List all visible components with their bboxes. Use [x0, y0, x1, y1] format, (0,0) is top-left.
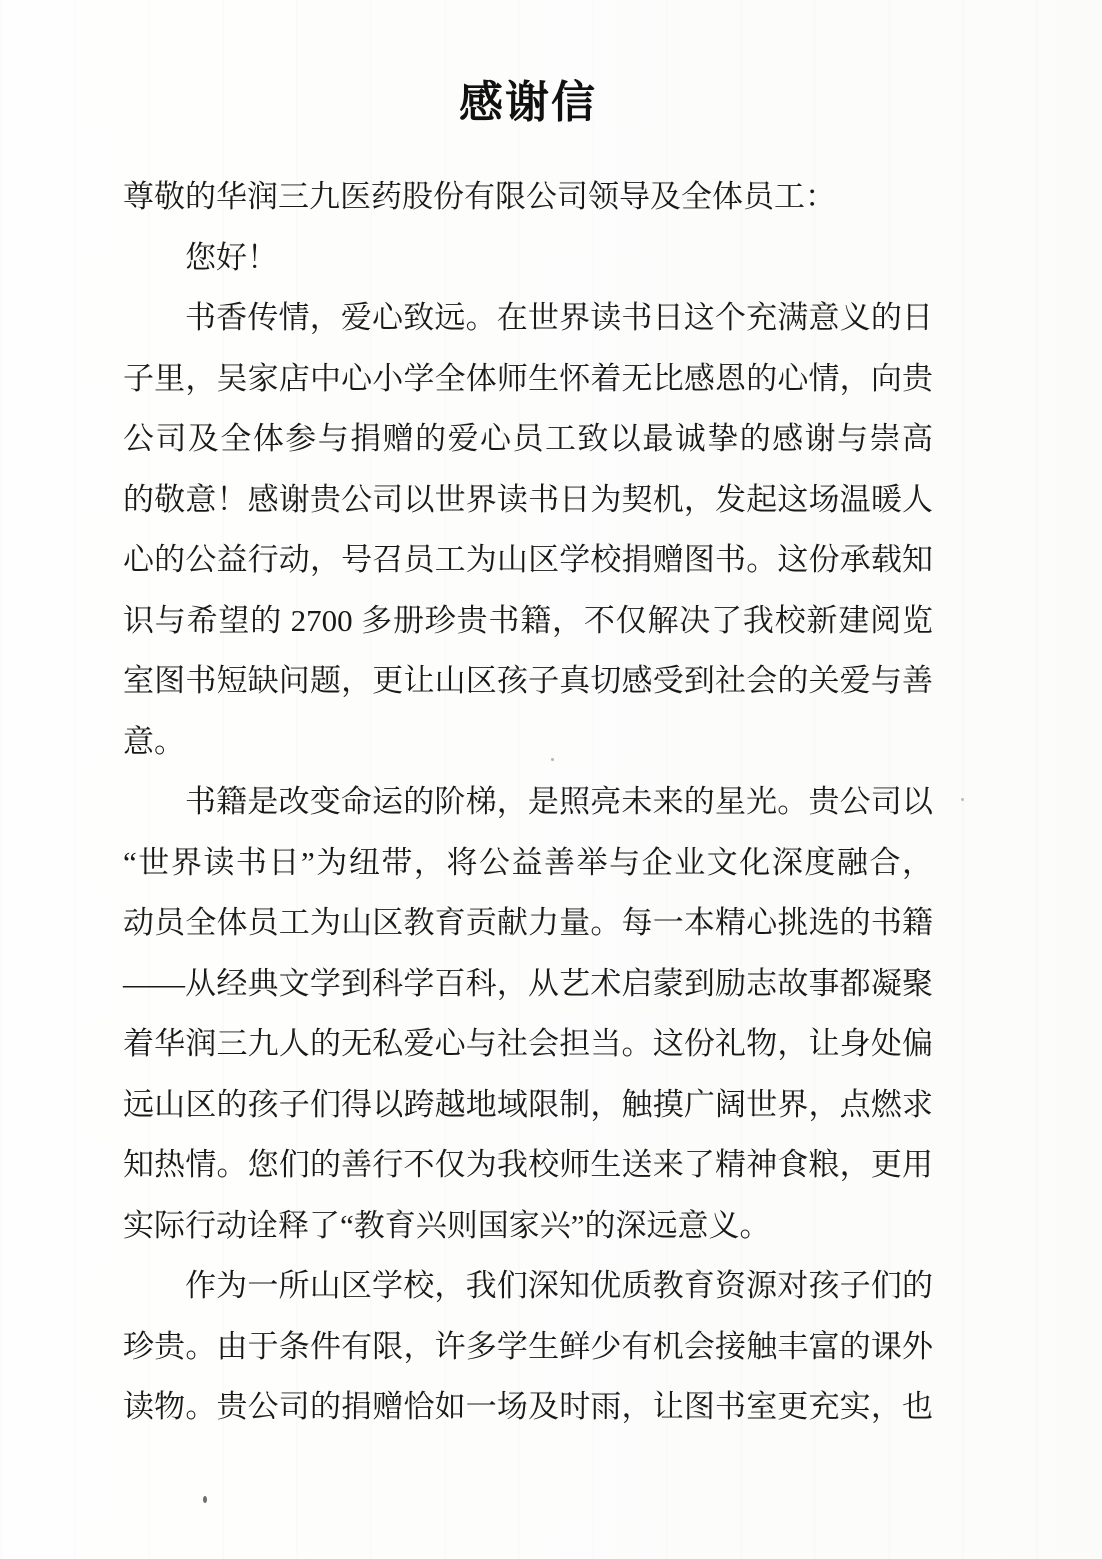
text-line: 动员全体员工为山区教育贡献力量。每一本精心挑选的书籍 — [123, 905, 933, 940]
text-line: 远山区的孩子们得以跨越地域限制，触摸广阔世界，点燃求 — [123, 1086, 933, 1122]
text-line: 读物。贵公司的捐赠恰如一场及时雨，让图书室更充实，也 — [123, 1389, 933, 1424]
letter-title: 感谢信 — [459, 78, 597, 127]
text-line: 珍贵。由于条件有限，许多学生鲜少有机会接触丰富的课外 — [123, 1328, 933, 1364]
text-line: 子里，吴家店中心小学全体师生怀着无比感恩的心情，向贵 — [123, 360, 933, 396]
text-line: 书香传情，爱心致远。在世界读书日这个充满意义的日 — [185, 300, 933, 335]
scan-speck — [551, 758, 554, 761]
text-line: 室图书短缺问题，更让山区孩子真切感受到社会的关爱与善 — [123, 663, 933, 698]
text-line: 实际行动诠释了“教育兴则国家兴”的深远意义。 — [123, 1207, 771, 1243]
text-line: 您好！ — [185, 239, 278, 275]
scan-speck — [961, 798, 964, 801]
text-line: 心的公益行动，号召员工为山区学校捐赠图书。这份承载知 — [123, 542, 933, 577]
text-line: 书籍是改变命运的阶梯，是照亮未来的星光。贵公司以 — [185, 784, 933, 819]
text-line: 知热情。您们的善行不仅为我校师生送来了精神食粮，更用 — [123, 1147, 933, 1182]
text-line: 尊敬的华润三九医药股份有限公司领导及全体员工： — [123, 179, 836, 214]
text-line: 作为一所山区学校，我们深知优质教育资源对孩子们的 — [185, 1268, 933, 1303]
scan-speck — [231, 787, 234, 791]
text-line: “世界读书日”为纽带，将公益善举与企业文化深度融合， — [123, 844, 933, 880]
text-line: 公司及全体参与捐赠的爱心员工致以最诚挚的感谢与崇高 — [123, 421, 933, 456]
text-line: 的敬意！感谢贵公司以世界读书日为契机，发起这场温暖人 — [123, 481, 933, 517]
scan-speck — [203, 1496, 207, 1503]
letter-body — [123, 167, 933, 1438]
text-line: 着华润三九人的无私爱心与社会担当。这份礼物，让身处偏 — [123, 1026, 933, 1061]
text-line: 识与希望的 2700 多册珍贵书籍，不仅解决了我校新建阅览 — [123, 602, 933, 638]
text-line: 意。 — [123, 723, 185, 759]
text-line: ——从经典文学到科学百科，从艺术启蒙到励志故事都凝聚 — [123, 965, 933, 1001]
